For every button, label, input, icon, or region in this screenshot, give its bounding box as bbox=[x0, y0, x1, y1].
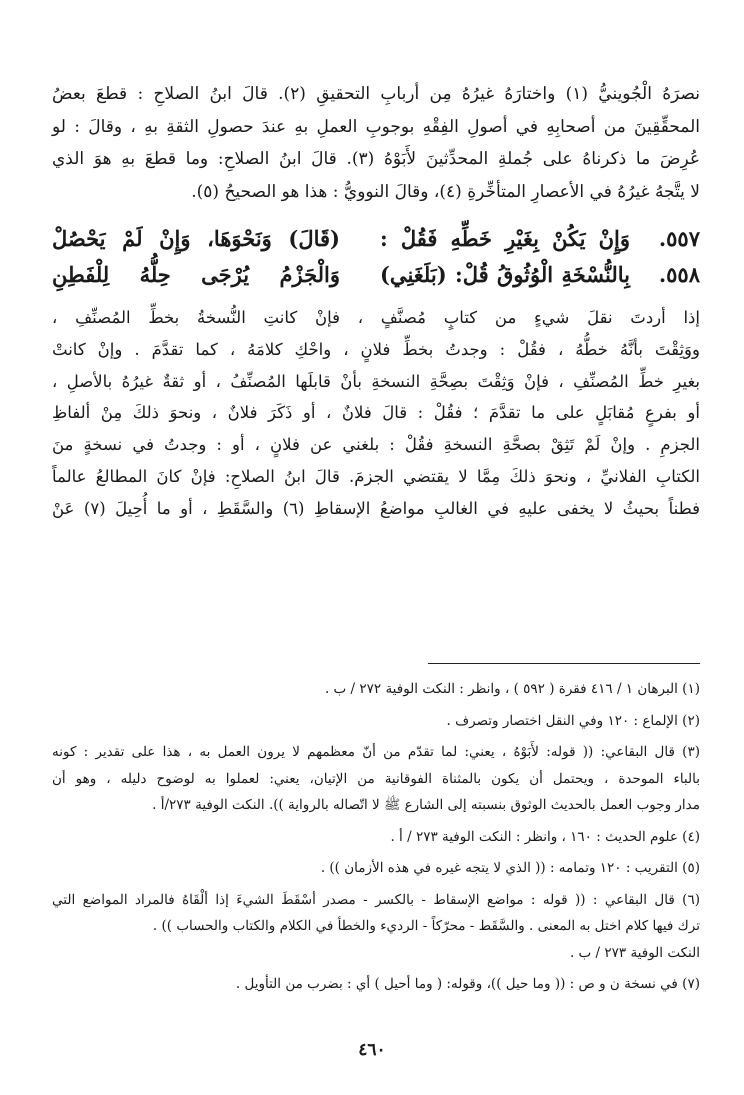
footnote-6: (٦) قال البقاعي : (( قوله : مواضع الإسقاط - بالكسر - مصدر أسْقَطَ الشيءَ إذا ألْقَاهُ فالمراد المواضع التي bbox=[52, 891, 700, 908]
verse-first-hemistich: بِالنُّسْخَةِ الْوُثُوقُ قُلْ: (بَلَغَنِي) bbox=[380, 262, 630, 287]
footnote-6-cont: ترك فيها كلام اختل به المعنى . والسَّقَط - محرّكاً - الرديء والخطأ في الكلام والكتاب والحساب )) . bbox=[152, 918, 700, 934]
footnote-3-cont: بالباء الموحدة ، ويحتمل أن يكون بالمثناة الفوقانية من الإتيان، يعني: لعملوا به لوضوح دليله ، وهو أن bbox=[52, 770, 700, 787]
footnote-5: (٥) التقريب : ١٢٠ وتمامه : (( الذي لا يتجه غيره في هذه الأزمان )) . bbox=[320, 860, 700, 876]
commentary-line: إذا أردتَ نقلَ شيءٍ من كتابٍ مُصنَّفٍ ، فإنْ كانتِ النُّسخةُ بخطِّ المُصنِّفِ ، bbox=[52, 308, 700, 327]
footnote-separator bbox=[428, 663, 700, 664]
intro-line: نصرَهُ الْجُوينيُّ (١) واختارَهُ غيرُهُ مِن أربابِ التحقيقِ (٢). قالَ ابنُ الصلاحِ : قطعَ بعضُ bbox=[52, 84, 701, 104]
footnote-1: (١) البرهان ١ / ٤١٦ فقرة ( ٥٩٢ ) ، وانظر : النكت الوفية ٢٧٢ / ب . bbox=[324, 681, 700, 697]
intro-line: المحقِّقِينَ من أصحابِهِ في أصولِ الفِقْهِ بوجوبِ العملِ بهِ عندَ حصولِ الثقةِ بهِ ، وقالَ : لو bbox=[52, 116, 700, 137]
verse-557 bbox=[52, 226, 700, 262]
footnote-6-cont: النكت الوفية ٢٧٣ / ب . bbox=[569, 944, 700, 961]
intro-line: لا يتَّجهُ غيرُهُ في الأعصارِ المتأخِّرةِ (٤)، وقالَ النوويُّ : هذا هو الصحيحُ (٥). bbox=[191, 181, 700, 202]
main-text-block bbox=[52, 78, 700, 525]
footnotes bbox=[52, 676, 700, 998]
verse-second-hemistich: وَالْجَزْمُ يُرْجَى حِلُّهُ لِلْفَطِنِ bbox=[52, 262, 340, 287]
verse-number: ٥٥٨. bbox=[658, 262, 700, 287]
verse-second-hemistich: (قَالَ) وَنَحْوَهَا، وَإِنْ لَمْ يَحْصُلْ bbox=[52, 226, 340, 251]
verse-558 bbox=[52, 262, 700, 298]
poem-verses bbox=[52, 226, 700, 298]
footnote-7: (٧) في نسخة ن و ص : (( وما حيل ))، وقوله: ( وما أحيل ) أي : بضرب من التأويل . bbox=[235, 976, 700, 992]
commentary-line: أو بفرعٍ مُقابَلٍ على ما تقدَّمَ ؛ فقُلْ : قالَ فلانٌ ، أو ذَكَرَ فلانٌ ، ونحوَ ذلكَ مِنْ ألفاظِ bbox=[52, 403, 700, 423]
footnote-3-cont: مدار وجوب العمل بالحديث الوثوق بنسبته إلى الشارع ﷺ لا اتّصاله بالرواية )). النكت الوفية ٢٧٣/أ . bbox=[152, 797, 700, 813]
footnote-4: (٤) علوم الحديث : ١٦٠ ، وانظر : النكت الوفية ٢٧٣ / أ . bbox=[390, 828, 700, 845]
commentary-line: بغيرِ خطِّ المُصنِّفِ ، فإنْ وَثِقْتَ بصِحَّةِ النسخةِ بأنْ قابلَها المُصنِّفُ ، أو ثقةٌ غيرُهُ بالأصلِ ، bbox=[52, 371, 700, 391]
footnote-3: (٣) قال البقاعي: (( قوله: لأَبَوْهُ ، يعني: لما تقدّم من أنّ معظمهم لا يرون العمل به ، هذا على تقدير : كونه bbox=[52, 744, 700, 760]
commentary-line: فطناً بحيثُ لا يخفى عليهِ في الغالبِ مواضعُ الإسقاطِ (٦) والسَّقَطِ ، أو ما أُحِيلَ (٧) عَنْ bbox=[52, 498, 700, 518]
verse-number: ٥٥٧. bbox=[658, 226, 700, 251]
commentary-line: ووَثِقْتَ بأنَّهُ خطُّهُ ، فقُلْ : وجدتُ بخطِّ فلانٍ ، واحْكِ كلامَهُ ، كما تقدَّمَ . وإنْ كانتْ bbox=[52, 339, 700, 359]
intro-paragraph bbox=[52, 78, 700, 208]
intro-line: عُرِضَ ما ذكرناهُ على جُملةِ المحدِّثينَ لأَبَوْهُ (٣). قالَ ابنُ الصلاحِ: وما قطعَ بهِ هوَ الذي bbox=[52, 149, 700, 169]
footnote-2: (٢) الإلماع : ١٢٠ وفي النقل اختصار وتصرف . bbox=[446, 712, 700, 729]
verse-first-hemistich: وَإِنْ يَكُنْ بِغَيْرِ خَطِّهِ فَقُلْ : bbox=[380, 226, 630, 251]
commentary-paragraph bbox=[52, 302, 700, 525]
commentary-line: الكتابِ الفلانيِّ ، ونحوَ ذلكَ مِمَّا لا يقتضي الجزمَ. قالَ ابنُ الصلاحِ: فإنْ كانَ المطالعُ عالماً bbox=[52, 466, 700, 486]
page-number: ٤٦٠ bbox=[358, 1040, 386, 1060]
commentary-line: الجزمِ . وإنْ لَمْ تَثِقْ بصحَّةِ النسخةِ فقُلْ : بلغني عن فلانٍ ، أو : وجدتُ في نسخةٍ منَ bbox=[52, 435, 700, 455]
